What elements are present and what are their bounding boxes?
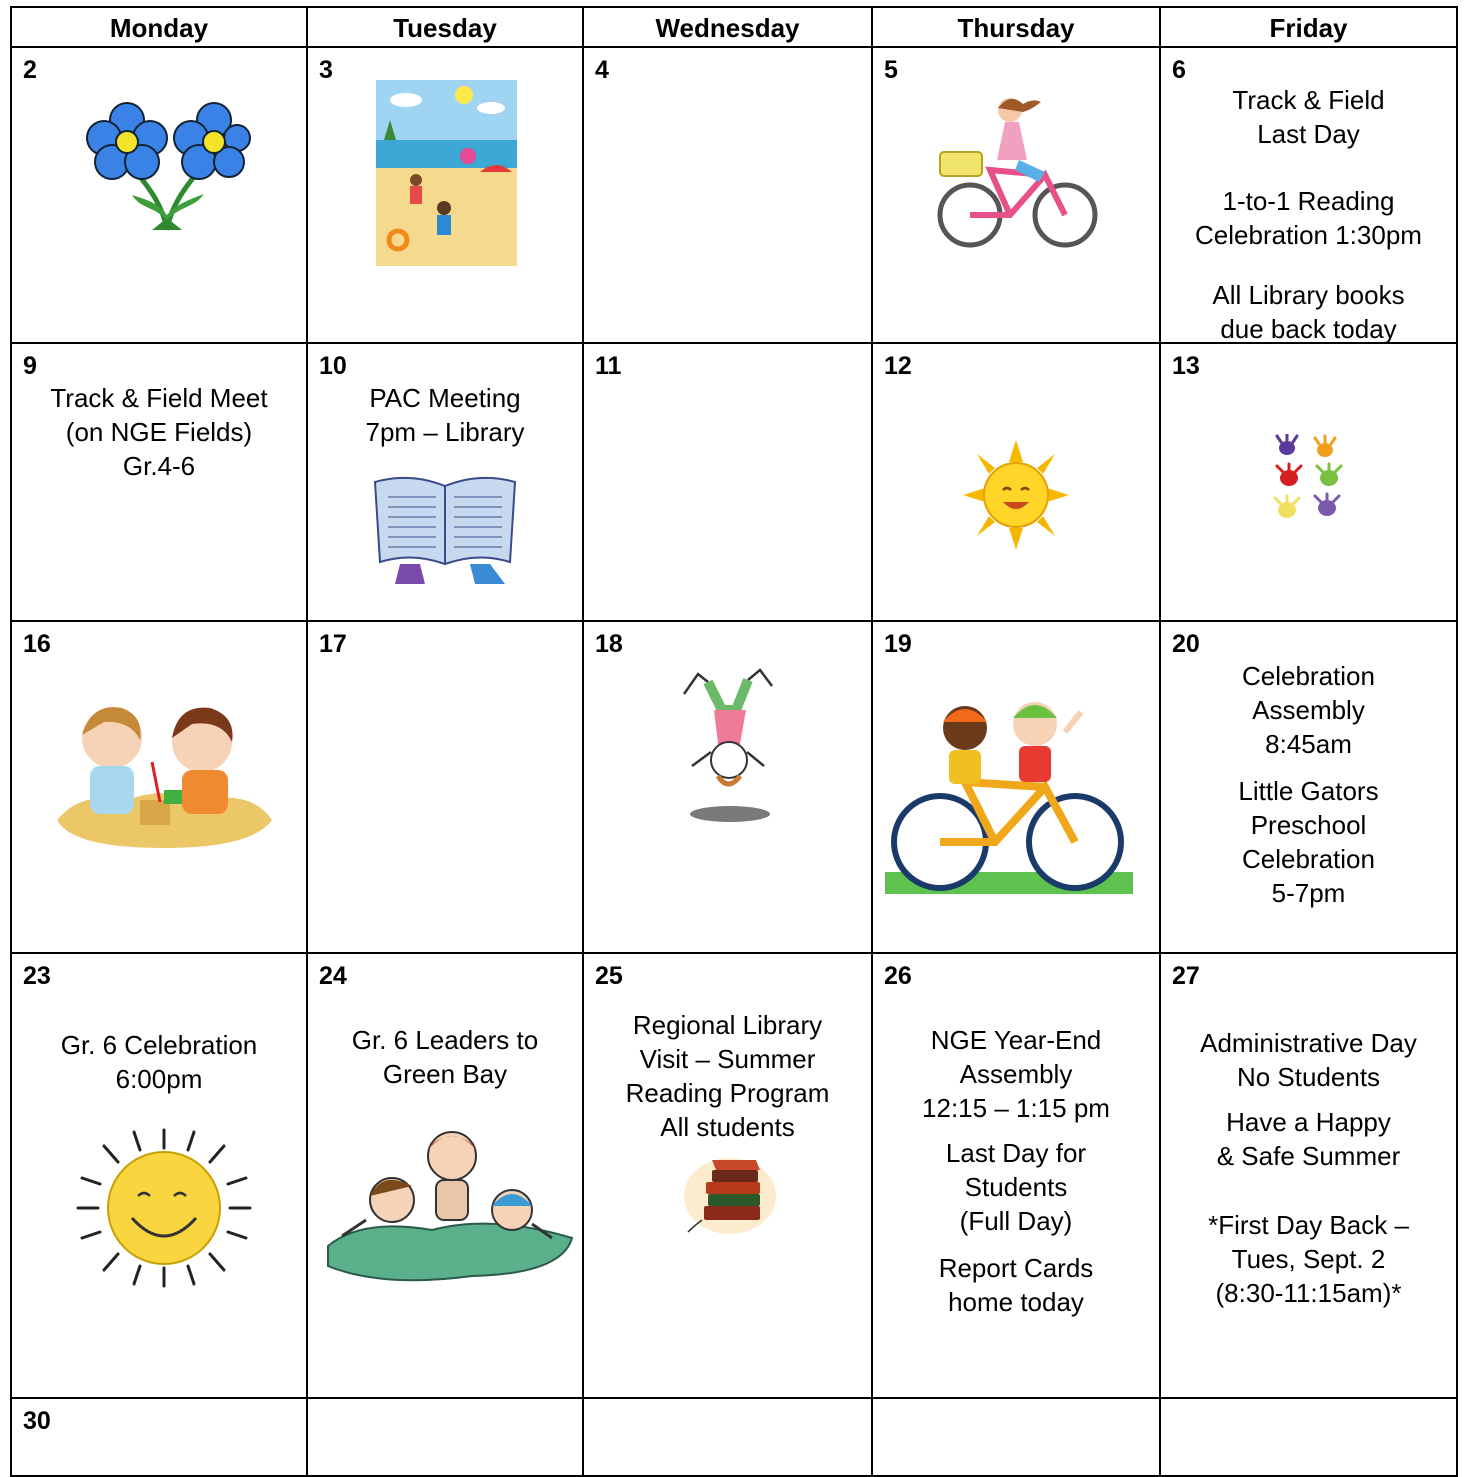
header-monday: Monday — [10, 6, 308, 48]
day-cell — [1159, 952, 1458, 1399]
event-line: Assembly — [1252, 695, 1365, 725]
day-number: 26 — [884, 962, 912, 990]
event-line: All students — [660, 1112, 795, 1142]
flowers-icon — [82, 90, 252, 235]
event — [873, 1136, 1159, 1238]
day-number: 20 — [1172, 630, 1200, 658]
girl-bicycle-icon — [935, 90, 1099, 250]
day-number: 17 — [319, 630, 347, 658]
day-number: 19 — [884, 630, 912, 658]
day-number: 27 — [1172, 962, 1200, 990]
day-cell — [306, 342, 584, 622]
event — [1161, 1105, 1456, 1173]
event-line: 5-7pm — [1271, 878, 1346, 908]
swimming-kids-icon — [322, 1126, 578, 1292]
event — [1161, 278, 1456, 344]
event-line: No Students — [1236, 1062, 1381, 1092]
event — [1161, 83, 1456, 151]
event — [12, 1028, 306, 1096]
event-line: home today — [948, 1287, 1084, 1317]
event-line: Celebration 1:30pm — [1195, 220, 1422, 250]
day-number: 2 — [23, 56, 37, 84]
day-cell — [1159, 46, 1458, 344]
day-cell — [582, 1397, 873, 1477]
event-line: Gr. 6 Leaders to — [351, 1025, 539, 1055]
day-number: 30 — [23, 1407, 51, 1435]
event-line: 6:00pm — [115, 1064, 203, 1094]
event — [308, 1023, 582, 1091]
day-cell — [10, 1397, 308, 1477]
event-line: Track & Field Meet — [50, 383, 268, 413]
handprints-icon — [1271, 434, 1347, 526]
event-line: Track & Field — [1232, 85, 1385, 115]
day-cell — [1159, 620, 1458, 954]
event-line: Assembly — [959, 1059, 1073, 1089]
day-cell — [871, 620, 1161, 954]
book-stack-icon — [682, 1154, 778, 1236]
day-cell — [582, 952, 873, 1399]
event-line: Gr. 6 Celebration — [60, 1030, 258, 1060]
header-tuesday: Tuesday — [306, 6, 584, 48]
open-book-icon — [370, 472, 520, 590]
event — [1161, 184, 1456, 252]
event-line: PAC Meeting — [369, 383, 521, 413]
day-cell — [582, 620, 873, 954]
day-number: 11 — [595, 352, 622, 380]
day-number: 13 — [1172, 352, 1200, 380]
day-number: 10 — [319, 352, 347, 380]
kids-bicycle-icon — [885, 692, 1133, 900]
day-number: 23 — [23, 962, 51, 990]
event-line: 8:45am — [1265, 729, 1352, 759]
event — [873, 1251, 1159, 1319]
sun-icon — [74, 1126, 254, 1290]
event-line: Visit – Summer — [639, 1044, 816, 1074]
event — [873, 1023, 1159, 1125]
day-cell — [582, 46, 873, 344]
day-number: 24 — [319, 962, 347, 990]
event — [584, 1008, 871, 1144]
day-cell — [10, 620, 308, 954]
event-line: 12:15 – 1:15 pm — [922, 1093, 1110, 1123]
day-cell — [10, 952, 308, 1399]
event-line: Preschool — [1250, 810, 1367, 840]
day-number: 5 — [884, 56, 898, 84]
event-line: Celebration — [1242, 844, 1375, 874]
event-line: 7pm – Library — [365, 417, 525, 447]
event-line: (8:30-11:15am)* — [1215, 1278, 1402, 1308]
event-line: & Safe Summer — [1216, 1141, 1401, 1171]
event-line: 1-to-1 Reading — [1222, 186, 1395, 216]
day-cell — [306, 620, 584, 954]
event-line: NGE Year-End — [930, 1025, 1102, 1055]
event-line: Report Cards — [938, 1253, 1094, 1283]
event-line: Gr.4-6 — [122, 451, 196, 481]
day-number: 9 — [23, 352, 37, 380]
day-cell — [871, 1397, 1161, 1477]
event-line: Regional Library — [632, 1010, 823, 1040]
event-line: due back today — [1220, 314, 1397, 344]
header-wednesday: Wednesday — [582, 6, 873, 48]
event-line: Last Day — [1257, 119, 1360, 149]
day-cell — [1159, 1397, 1458, 1477]
day-cell — [1159, 342, 1458, 622]
event-line: (Full Day) — [959, 1206, 1073, 1236]
day-cell — [871, 342, 1161, 622]
event — [1161, 1026, 1456, 1094]
event-line: All Library books — [1212, 280, 1405, 310]
header-thursday: Thursday — [871, 6, 1161, 48]
day-number: 4 — [595, 56, 609, 84]
event-line: Tues, Sept. 2 — [1231, 1244, 1386, 1274]
event-line: Green Bay — [382, 1059, 508, 1089]
day-number: 25 — [595, 962, 623, 990]
event-line: Last Day for — [945, 1138, 1087, 1168]
beach-kids-icon — [376, 80, 517, 266]
handstand-kid-icon — [678, 666, 778, 831]
day-cell — [871, 46, 1161, 344]
event — [308, 381, 582, 449]
day-number: 3 — [319, 56, 333, 84]
day-cell — [10, 46, 308, 344]
event-line: Celebration — [1242, 661, 1375, 691]
day-cell — [306, 46, 584, 344]
day-cell — [871, 952, 1161, 1399]
event-line: Students — [964, 1172, 1068, 1202]
event — [1161, 659, 1456, 761]
day-number: 6 — [1172, 56, 1186, 84]
event-line: Administrative Day — [1200, 1028, 1417, 1058]
event — [1161, 774, 1456, 910]
sandcastle-kids-icon — [52, 690, 277, 852]
day-number: 12 — [884, 352, 912, 380]
event-line: Reading Program — [625, 1078, 830, 1108]
event-line: *First Day Back – — [1208, 1210, 1409, 1240]
day-number: 16 — [23, 630, 51, 658]
day-cell — [10, 342, 308, 622]
event-line: (on NGE Fields) — [65, 417, 253, 447]
day-number: 18 — [595, 630, 623, 658]
event-line: Little Gators — [1238, 776, 1379, 806]
header-friday: Friday — [1159, 6, 1458, 48]
event — [12, 381, 306, 483]
day-cell — [582, 342, 873, 622]
smiling-sun-icon — [963, 440, 1069, 550]
event-line: Have a Happy — [1226, 1107, 1391, 1137]
day-cell — [306, 1397, 584, 1477]
day-cell — [306, 952, 584, 1399]
event — [1161, 1208, 1456, 1310]
